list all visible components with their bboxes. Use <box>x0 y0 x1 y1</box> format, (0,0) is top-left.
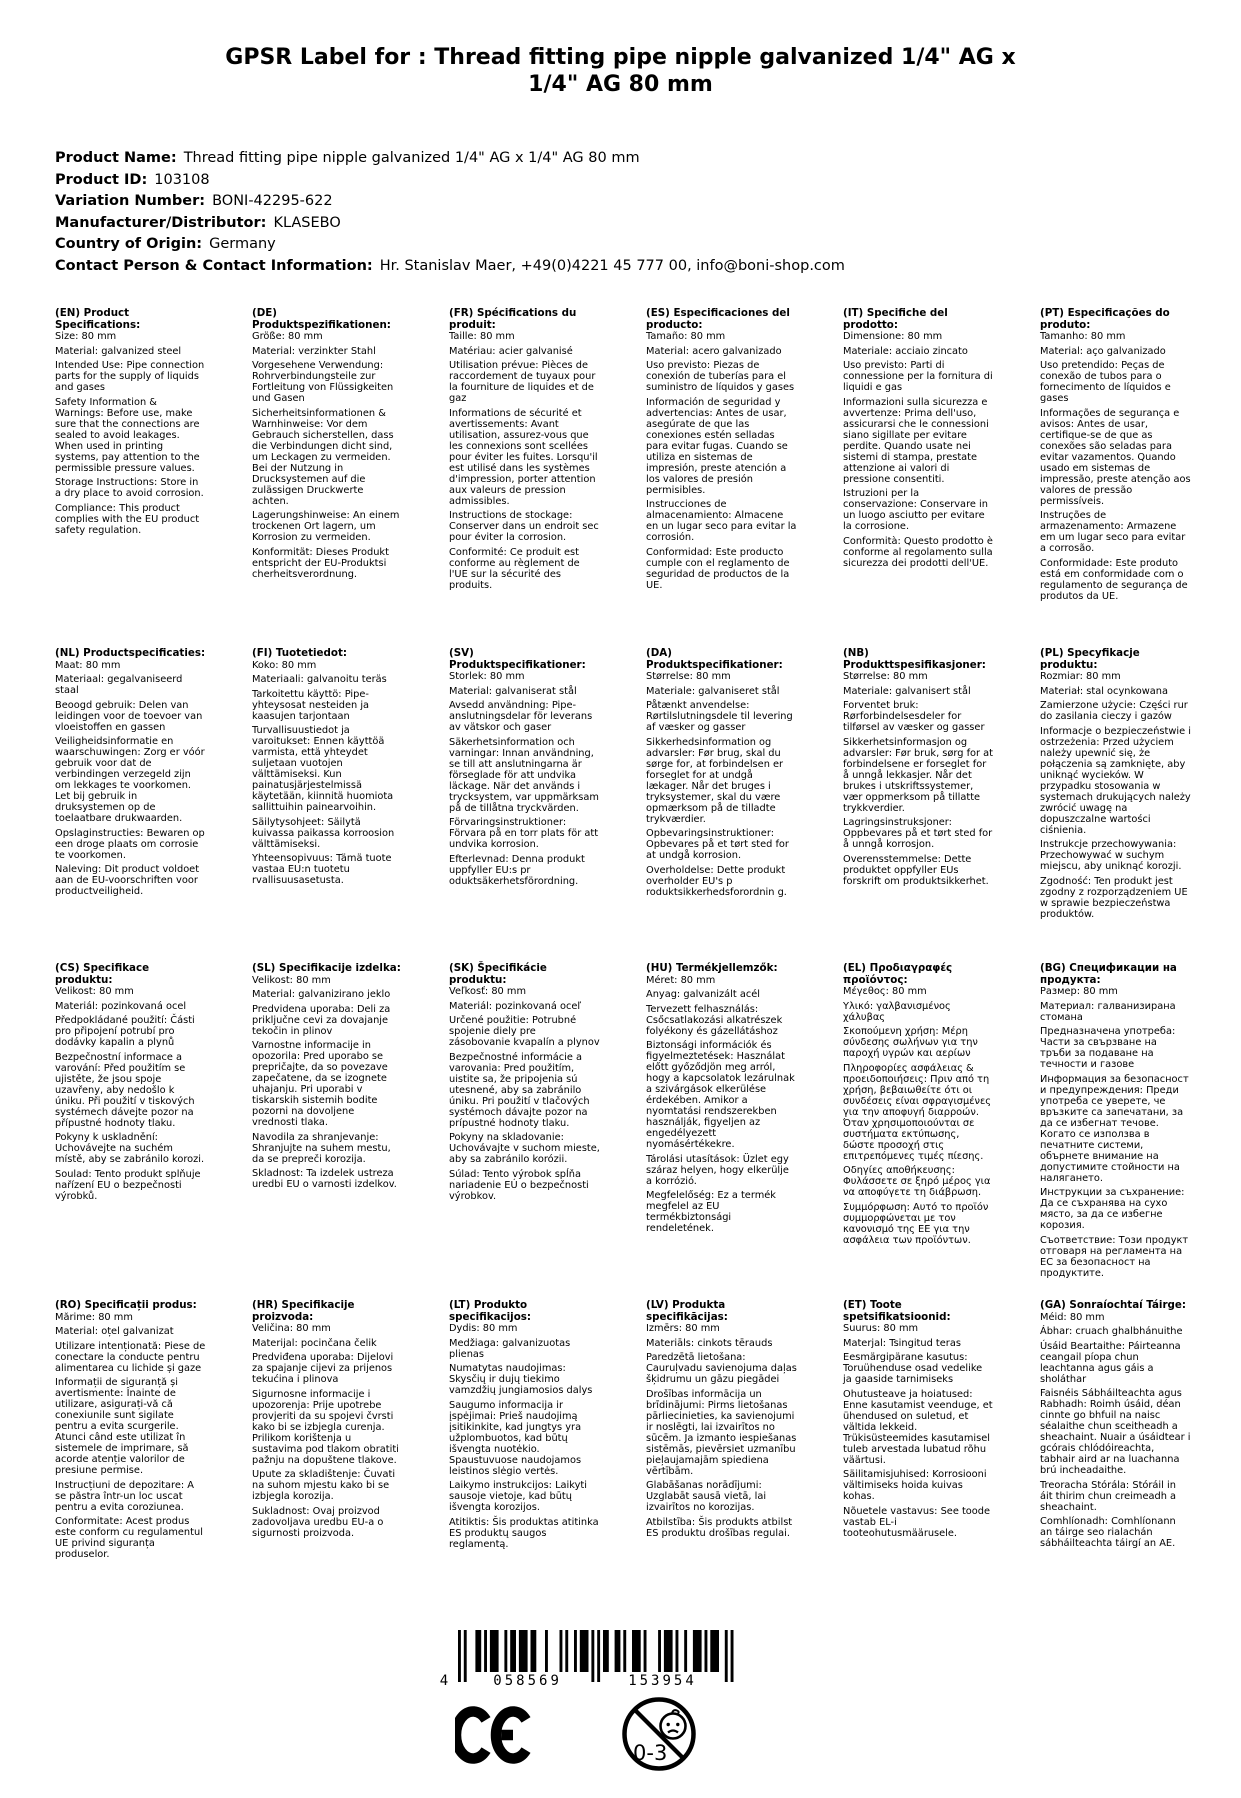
spec-block-header-ro: (RO) Specificații produs: <box>55 1299 197 1311</box>
baby-face-icon <box>661 1710 686 1738</box>
spec-paragraph: Información de seguridad y advertencias: Antes de usar, asegúrate de que las conexiones estén selladas para evitar fugas. Cuando se utiliza en sistemas de impresión, preste atención a los valores de presión permisibles. <box>646 396 788 496</box>
spec-paragraph: Veličina: 80 mm <box>252 1323 331 1334</box>
barcode-bar <box>519 1630 528 1672</box>
spec-paragraph: Paredzētā lietošana: Cauruļvadu savienojuma daļas šķidrumu un gāzu piegādei <box>646 1352 797 1385</box>
spec-paragraph: Atbilstība: Šis produkts atbilst ES produktu drošības regulai. <box>646 1516 793 1539</box>
spec-block-da <box>646 648 843 901</box>
spec-block-et <box>843 1300 1040 1542</box>
spec-block-header-de: (DE) Produktspezifikationen: <box>252 307 391 331</box>
spec-paragraph: Bezpečnostné informácie a varovania: Pred použitím, uistite sa, že pripojenia sú utesnené, aby sa zabránilo úniku. Pri použití v tlačových systémoch dávajte pozor na prípustné hodnoty tlaku. <box>449 1051 590 1129</box>
spec-paragraph: Materijal: pocinčana čelik <box>252 1337 377 1349</box>
spec-paragraph: Инструкции за съхранение: Да се съхранява на сухо място, за да се избегне корозия. <box>1040 1187 1185 1231</box>
spec-paragraph: Materiāls: cinkots tērauds <box>646 1337 773 1349</box>
spec-block-ro <box>55 1300 252 1564</box>
spec-paragraph: Medžiaga: galvanizuotas plienas <box>449 1337 571 1360</box>
spec-block-header-cs: (CS) Specifikace produktu: <box>55 962 150 986</box>
barcode-bar <box>484 1630 487 1672</box>
spec-paragraph: Pokyny k uskladnění: Uchovávejte na suchém místě, aby se zabránilo korozi. <box>55 1132 205 1165</box>
spec-paragraph: Navodila za shranjevanje: Shranjujte na suhem mestu, da se prepreči korozija. <box>252 1131 391 1165</box>
spec-paragraph: Πληροφορίες ασφάλειας & προειδοποιήσεις: Πριν από τη χρήση, βεβαιωθείτε ότι οι συνδέσεις είναι σφραγισμένες για την αποφυγή διαρροών. Όταν χρησιμοποιούνται σε συστήματα εκτύπωσης, δώστε προσοχή στις επιτρεπόμενες τιμές πίεσης. <box>843 1062 992 1162</box>
spec-paragraph: Lagerungshinweise: An einem trockenen Ort lagern, um Korrosion zu vermeiden. <box>252 510 400 543</box>
spec-paragraph: Bezpečnostní informace a varování: Před použitím se ujistěte, že jsou spoje uzavřeny, aby nedošlo k úniku. Při použití v tiskových systémech dávejte pozor na přípustné hodnoty tlaku. <box>55 1051 195 1129</box>
spec-block-header-es: (ES) Especificaciones del producto: <box>646 307 790 331</box>
spec-paragraph: Overensstemmelse: Dette produktet oppfyller EUs forskrift om produktsikkerhet. <box>843 853 989 887</box>
spec-paragraph: Säilytysohjeet: Säilytä kuivassa paikassa korroosion välttämiseksi. <box>252 816 395 850</box>
product-info <box>55 148 1241 277</box>
spec-paragraph: Conformité: Ce produit est conforme au règlement de l'UE sur la sécurité des produits. <box>449 546 580 591</box>
spec-block-header-fr: (FR) Spécifications du produit: <box>449 307 577 331</box>
spec-paragraph: Glabāšanas norādījumi: Uzglabāt sausā vietā, lai izvairītos no korozijas. <box>646 1480 767 1513</box>
spec-block-nb <box>843 648 1040 890</box>
spec-block-header-hr: (HR) Specifikacije proizvoda: <box>252 1299 355 1323</box>
spec-block-header-it: (IT) Specifiche del prodotto: <box>843 307 948 331</box>
spec-paragraph: Uso previsto: Parti di connessione per la fornitura di liquidi e gas <box>843 360 993 393</box>
spec-paragraph: Biztonsági információk és figyelmeztetések: Használat előtt győződjön meg arról, hogy a kapcsolatok lezárulnak a szivárgások elkerülése érdekében. Amikor a nyomtatási rendszerekben használják, figyeljen az engedélyezett nyomásértékekre. <box>646 1040 795 1150</box>
spec-paragraph: Storage Instructions: Store in a dry place to avoid corrosion. <box>55 477 204 499</box>
barcode-bar <box>475 1630 481 1672</box>
spec-block-es <box>646 308 843 594</box>
spec-block-hr <box>252 1300 449 1542</box>
spec-paragraph: Informações de segurança e avisos: Antes de usar, certifique-se de que as conexões são seladas para evitar vazamentos. Quando usado em sistemas de impressão, preste atenção aos valores de pressão permissíveis. <box>1040 407 1191 507</box>
spec-grid-row-3 <box>55 963 1241 1300</box>
barcode-bar <box>591 1630 594 1682</box>
spec-paragraph: Instrucțiuni de depozitare: A se păstra într-un loc uscat pentru a evita coroziunea. <box>55 1479 194 1513</box>
product-name-row <box>55 148 1241 170</box>
variation-number-value: BONI-42295-622 <box>212 193 333 209</box>
spec-block-pl <box>1040 648 1237 923</box>
variation-number-row <box>55 191 1241 213</box>
spec-paragraph: Lagringsinstruksjoner: Oppbevares på et tørt sted for å unngå korrosjon. <box>843 817 993 850</box>
spec-paragraph: Tamanho: 80 mm <box>1040 331 1126 342</box>
spec-paragraph: Materiál: pozinkovaná oceľ <box>449 1000 582 1012</box>
barcode-bar <box>664 1630 673 1672</box>
barcode-bar <box>658 1630 661 1672</box>
spec-block-header-sv: (SV) Produktspecifikationer: <box>449 647 586 671</box>
spec-block-sl <box>252 963 449 1194</box>
spec-paragraph: Eesmärgipärane kasutus: Toruühenduse osad vedelike ja gaaside tarnimiseks <box>843 1352 983 1385</box>
spec-block-bg <box>1040 963 1237 1282</box>
spec-paragraph: Faisnéis Sábháilteachta agus Rabhadh: Roimh úsáid, déan cinnte go bhfuil na naisc séalaithe chun sceitheadh a sheachaint. Nuair a úsáidtear i gcórais chlódóireachta, tabhair aird ar na luachanna brú incheadaithe. <box>1040 1388 1191 1476</box>
spec-paragraph: Material: aço galvanizado <box>1040 345 1166 357</box>
product-name-label: Product Name: <box>55 150 177 166</box>
barcode-bar <box>531 1630 537 1672</box>
spec-paragraph: Størrelse: 80 mm <box>646 671 731 682</box>
spec-paragraph: Varnostne informacije in opozorila: Pred uporabo se prepričajte, da so povezave zapečatene, da se izognete uhajanju. Pri uporabi v tiskarskih sistemih bodite pozorni na dovoljene vrednosti tlaka. <box>252 1040 388 1128</box>
spec-block-sv <box>449 648 646 890</box>
spec-paragraph: Material: verzinkter Stahl <box>252 345 376 357</box>
barcode-bar <box>560 1630 563 1672</box>
spec-paragraph: Uso pretendido: Peças de conexão de tubos para o fornecimento de líquidos e gases <box>1040 360 1171 404</box>
spec-paragraph: Material: galvanizirano jeklo <box>252 989 391 1000</box>
spec-block-header-bg: (BG) Спецификации на продукта: <box>1040 962 1177 986</box>
spec-paragraph: Materjal: Tsingitud teras <box>843 1337 961 1349</box>
spec-paragraph: Safety Information & Warnings: Before use, make sure that the connections are sealed to avoid leakages. When used in printing systems, pay attention to the permissible pressure values. <box>55 396 200 474</box>
spec-paragraph: Sikkerhedsinformation og advarsler: Før brug, skal du sørge for, at forbindelsen er forseglet for at undgå lækager. Når det bruges i tryksystemer, skal du være opmærksom på de tilladte trykværdier. <box>646 736 784 825</box>
spec-block-header-lt: (LT) Produkto specifikacijos: <box>449 1299 532 1323</box>
spec-block-cs <box>55 963 252 1205</box>
barcode-bar <box>710 1630 719 1672</box>
spec-paragraph: Tervezett felhasználás: Csőcsatlakozási alkatrészek folyékony és gázellátáshoz <box>646 1003 783 1037</box>
barcode-bar <box>504 1630 507 1672</box>
spec-paragraph: Μέγεθος: 80 mm <box>843 986 927 997</box>
spec-paragraph: Vorgesehene Verwendung: Rohrverbindungsteile zur Fortleitung von Flüssigkeiten und Gasen <box>252 360 394 404</box>
spec-paragraph: Laikymo instrukcijos: Laikyti sausoje vietoje, kad būtų išvengta korozijos. <box>449 1480 587 1513</box>
spec-paragraph: Σκοπούμενη χρήση: Μέρη σύνδεσης σωλήνων για την παροχή υγρών και αερίων <box>843 1026 978 1059</box>
spec-block-header-lv: (LV) Produkta specifikācijas: <box>646 1299 728 1323</box>
spec-paragraph: Numatytas naudojimas: Skysčių ir dujų tiekimo vamzdžių jungiamosios dalys <box>449 1363 593 1396</box>
spec-paragraph: Overholdelse: Dette produkt overholder EU's p roduktsikkerhedsforordnin g. <box>646 864 787 898</box>
spec-paragraph: Materiale: galvaniseret stål <box>646 685 780 697</box>
spec-paragraph: Veiligheidsinformatie en waarschuwingen: Zorg er vóór gebruik voor dat de verbindingen verzegeld zijn om lekkages te voorkomen. Let bij gebruik in druksystemen op de toelaatbare drukwaarden. <box>55 736 205 824</box>
spec-paragraph: Sukladnost: Ovaj proizvod zadovoljava uredbu EU-a o sigurnosti proizvoda. <box>252 1505 384 1539</box>
contact-value: Hr. Stanislav Maer, +49(0)4221 45 777 00, info@boni-shop.com <box>379 257 845 274</box>
spec-paragraph: Größe: 80 mm <box>252 331 323 342</box>
spec-paragraph: Uso previsto: Piezas de conexión de tuberías para el suministro de líquidos y gases <box>646 360 795 393</box>
barcode-bar <box>615 1630 621 1672</box>
barcode-bar <box>458 1630 461 1682</box>
spec-paragraph: Material: galvanized steel <box>55 345 182 357</box>
ce-letter-c <box>456 1712 486 1759</box>
spec-paragraph: Материал: галванизирана стомана <box>1040 1000 1176 1023</box>
spec-paragraph: Opslaginstructies: Bewaren op een droge plaats om corrosie te voorkomen. <box>55 827 205 861</box>
spec-block-en <box>55 308 252 539</box>
barcode-left-digit: 4 <box>439 1673 449 1689</box>
barcode-bar <box>565 1630 568 1672</box>
spec-block-header-pt: (PT) Especificações do produto: <box>1040 307 1170 331</box>
barcode-bar <box>597 1630 600 1682</box>
country-of-origin-value: Germany <box>209 236 276 252</box>
spec-block-header-hu: (HU) Termékjellemzők: <box>646 962 778 974</box>
spec-paragraph: Tamaño: 80 mm <box>646 331 726 342</box>
spec-paragraph: Atitiktis: Šis produktas atitinka ES produktų saugos reglamentą. <box>449 1516 599 1550</box>
age-warning-0-3-icon <box>621 1696 697 1772</box>
spec-grid-row-4 <box>55 1300 1241 1564</box>
spec-paragraph: Размер: 80 mm <box>1040 986 1118 997</box>
spec-paragraph: Materiaal: gegalvaniseerd staal <box>55 674 183 696</box>
spec-paragraph: Υλικό: γαλβανισμένος χάλυβας <box>843 1000 951 1023</box>
barcode-bar <box>545 1630 548 1672</box>
spec-paragraph: Informazioni sulla sicurezza e avvertenze: Prima dell'uso, assicurarsi che le connessioni siano sigillate per evitare perdite. Quando usate nei sistemi di stampa, prestate attenzione ai valori di pressione consentiti. <box>843 396 989 485</box>
spec-block-header-fi: (FI) Tuotetiedot: <box>252 647 347 659</box>
spec-paragraph: Dydis: 80 mm <box>449 1323 518 1334</box>
spec-paragraph: Instructions de stockage: Conserver dans un endroit sec pour éviter la corrosion. <box>449 510 599 543</box>
spec-paragraph: Suurus: 80 mm <box>843 1323 919 1334</box>
spec-paragraph: Velikost: 80 mm <box>252 974 331 986</box>
barcode-bar <box>693 1630 702 1672</box>
spec-paragraph: Informații de siguranță și avertismente: Înainte de utilizare, asigurați-vă că conexiunile sunt sigilate pentru a evita scurgerile. Atunci când este utilizat în sistemele de imprimare, să acorde atenție valorilor de presiune permise. <box>55 1377 189 1476</box>
spec-grid-row-1 <box>55 308 1241 648</box>
spec-paragraph: Drošības informācija un brīdinājumi: Pirms lietošanas pārliecinieties, ka savienojumi ir noslēgti, lai izvairītos no sūcēm. Ja izmanto iespiešanas sistēmās, pievērsiet uzmanību pieļaujamajām spiediena vērtībām. <box>646 1388 797 1477</box>
spec-paragraph: Sicherheitsinformationen & Warnhinweise: Vor dem Gebrauch sicherstellen, dass die Verbindungen dicht sind, um Leckagen zu vermeiden. Bei der Nutzung in Drucksystemen auf die zulässigen Druckwerte achten. <box>252 407 394 507</box>
spec-paragraph: Tarkoitettu käyttö: Pipe-yhteysosat nesteiden ja kaasujen tarjontaan <box>252 688 370 722</box>
page-title-line1: GPSR Label for : Thread fitting pipe nipple galvanized 1/4" AG x <box>225 45 1016 70</box>
barcode-bar <box>603 1630 609 1672</box>
ce-letter-e-bar <box>501 1730 513 1741</box>
spec-paragraph: Utilizare intenționată: Piese de conectare la conducte pentru alimentarea cu lichide și gaze <box>55 1340 206 1374</box>
spec-block-header-sk: (SK) Špecifikácie produktu: <box>449 962 547 986</box>
ce-mark-icon <box>455 1706 540 1764</box>
spec-paragraph: Conformità: Questo prodotto è conforme al regolamento sulla sicurezza dei prodotti dell'UE. <box>843 535 993 569</box>
spec-paragraph: Storlek: 80 mm <box>449 671 525 682</box>
spec-paragraph: Předpokládané použití: Části pro připojení potrubí pro dodávky kapalin a plynů <box>55 1015 195 1048</box>
ean13-barcode <box>436 1628 746 1690</box>
product-id-row <box>55 170 1241 192</box>
barcode-bar <box>644 1630 647 1672</box>
spec-block-header-en: (EN) Product Specifications: <box>55 307 141 331</box>
spec-paragraph: Förvaringsinstruktioner: Förvara på en torr plats för att undvika korrosion. <box>449 817 599 850</box>
spec-paragraph: Megfelelőség: Ez a termék megfelel az EU termékbiztonsági rendeletének. <box>646 1190 776 1234</box>
spec-paragraph: Zgodność: Ten produkt jest zgodny z rozporządzeniem UE w sprawie bezpieczeństwa produktów. <box>1040 875 1188 920</box>
spec-paragraph: Säilitamisjuhised: Korrosiooni vältimiseks hoida kuivas kohas. <box>843 1469 987 1502</box>
spec-paragraph: Dimensione: 80 mm <box>843 331 943 342</box>
spec-paragraph: Συμμόρφωση: Αυτό το προϊόν συμμορφώνεται με τον κανονισμό της ΕΕ για την ασφάλεια των προϊόντων. <box>843 1201 989 1246</box>
spec-block-el <box>843 963 1040 1249</box>
spec-paragraph: Materiale: acciaio zincato <box>843 345 968 357</box>
spec-block-header-sl: (SL) Specifikacije izdelka: <box>252 962 401 974</box>
spec-block-lv <box>646 1300 843 1542</box>
spec-paragraph: Veľkosť: 80 mm <box>449 986 526 997</box>
barcode-group1: 058569 <box>493 1673 562 1689</box>
spec-paragraph: Materiál: pozinkovaná ocel <box>55 1000 187 1012</box>
spec-block-header-ga: (GA) Sonraíochtaí Táirge: <box>1040 1299 1187 1311</box>
contact-row <box>55 256 1241 278</box>
gpsr-label-document <box>0 44 1241 1798</box>
spec-paragraph: Sikkerhetsinformasjon og advarsler: Før bruk, sørg for at forbindelsene er forseglet for å unngå lekkasjer. Når det brukes i utskriftssystemer, vær oppmerksom på tillatte trykkverdier. <box>843 736 994 814</box>
spec-block-ga <box>1040 1300 1237 1553</box>
product-id-label: Product ID: <box>55 171 148 188</box>
barcode-bar <box>490 1630 499 1672</box>
spec-paragraph: Velikost: 80 mm <box>55 986 134 997</box>
manufacturer-value: KLASEBO <box>273 214 341 231</box>
barcode-bar <box>731 1630 734 1682</box>
spec-paragraph: Comhlíonadh: Comhlíonann an táirge seo rialachán sábháilteachta táirgí an AE. <box>1040 1516 1176 1549</box>
spec-paragraph: Turvallisuustiedot ja varoitukset: Ennen käyttöä varmista, että yhteydet suljetaan vuotojen välttämiseksi. Kun painatusjärjestelmissä käytetään, kiinnitä huomiota sallittuihin painearvoihin. <box>252 725 394 813</box>
barcode-bar <box>705 1630 708 1672</box>
product-name-value: Thread fitting pipe nipple galvanized 1/4" AG x 1/4" AG 80 mm <box>183 150 640 166</box>
spec-paragraph: Anyag: galvanizált acél <box>646 989 760 1000</box>
spec-paragraph: Conformitate: Acest produs este conform cu regulamentul UE privind siguranța produselor. <box>55 1516 203 1560</box>
spec-paragraph: Istruzioni per la conservazione: Conservare in un luogo asciutto per evitare la corrosione. <box>843 488 988 532</box>
spec-paragraph: Súlad: Tento výrobok spĺňa nariadenie EÚ o bezpečnosti výrobkov. <box>449 1168 589 1202</box>
spec-paragraph: Yhteensopivuus: Tämä tuote vastaa EU:n tuotetu rvallisuusasetusta. <box>252 853 392 886</box>
spec-block-sk <box>449 963 646 1205</box>
spec-paragraph: Instrucciones de almacenamiento: Almacene en un lugar seco para evitar la corrosión. <box>646 499 797 543</box>
spec-paragraph: Predviđena uporaba: Dijelovi za spajanje cijevi za prijenos tekućina i plinova <box>252 1352 394 1385</box>
spec-paragraph: Съответствие: Този продукт отговаря на регламента на ЕС за безопасност на продуктите. <box>1040 1234 1189 1279</box>
page-title <box>181 44 1061 98</box>
spec-paragraph: Opbevaringsinstruktioner: Opbevares på et tørt sted for at undgå korrosion. <box>646 828 789 861</box>
spec-paragraph: Koko: 80 mm <box>252 659 317 671</box>
spec-paragraph: Ohutusteave ja hoiatused: Enne kasutamist veenduge, et ühendused on suletud, et vältida lekkeid. Trükisüsteemides kasutamisel tuleb arvestada lubatud rõhu väärtusi. <box>843 1388 993 1466</box>
country-of-origin-label: Country of Origin: <box>55 236 203 252</box>
spec-paragraph: Taille: 80 mm <box>449 331 515 342</box>
spec-paragraph: Conformidade: Este produto está em conformidade com o regulamento de segurança de produtos da UE. <box>1040 557 1188 602</box>
spec-paragraph: Naleving: Dit product voldoet aan de EU-voorschriften voor productveiligheid. <box>55 864 200 897</box>
manufacturer-label: Manufacturer/Distributor: <box>55 214 267 231</box>
manufacturer-row <box>55 213 1241 235</box>
spec-paragraph: Οδηγίες αποθήκευσης: Φυλάσσετε σε ξηρό μέρος για να αποφύγετε τη διάβρωση. <box>843 1165 991 1198</box>
spec-block-nl <box>55 648 252 901</box>
spec-paragraph: Úsáid Beartaithe: Páirteanna ceangail píopa chun leachtanna agus gáis a sholáthar <box>1040 1340 1181 1385</box>
spec-paragraph: Mărime: 80 mm <box>55 1311 133 1323</box>
spec-paragraph: Skladnost: Ta izdelek ustreza uredbi EU o varnosti izdelkov. <box>252 1168 397 1190</box>
spec-paragraph: Méid: 80 mm <box>1040 1311 1105 1323</box>
spec-paragraph: Säkerhetsinformation och varningar: Innan användning, se till att anslutningarna är förseglade för att undvika läckage. När det används i trycksystem, var uppmärksam på de tillåtna tryckvärden. <box>449 736 599 814</box>
spec-paragraph: Rozmiar: 80 mm <box>1040 671 1121 682</box>
spec-block-lt <box>449 1300 646 1553</box>
spec-paragraph: Izmērs: 80 mm <box>646 1323 720 1334</box>
country-of-origin-row <box>55 234 1241 256</box>
spec-block-header-da: (DA) Produktspecifikationer: <box>646 647 783 671</box>
spec-paragraph: Saugumo informacija ir įspėjimai: Prieš naudojimą įsitikinkite, kad jungtys yra užplombuotos, kad būtų išvengta nuotėkio. Spaustuvuose naudojamos leistinos slėgio vertės. <box>449 1399 582 1477</box>
contact-label: Contact Person & Contact Information: <box>55 257 373 274</box>
spec-paragraph: Forventet bruk: Rørforbindelsesdeler for tilførsel av væsker og gasser <box>843 700 985 733</box>
spec-block-pt <box>1040 308 1237 605</box>
spec-paragraph: Предназначена употреба: Части за свързване на тръби за подаване на течности и газове <box>1040 1026 1176 1070</box>
barcode-bar <box>510 1630 516 1672</box>
spec-paragraph: Sigurnosne informacije i upozorenja: Prije upotrebe provjeriti da su spojevi čvrsti kako bi se izbjegla curenja. Prilikom korištenja u sustavima pod tlakom obratiti pažnju na dopuštene tlakove. <box>252 1388 399 1466</box>
spec-block-it <box>843 308 1040 572</box>
spec-paragraph: Maat: 80 mm <box>55 659 121 671</box>
spec-paragraph: Påtænkt anvendelse: Rørtilslutningsdele til levering af væsker og gasser <box>646 700 793 733</box>
product-id-value: 103108 <box>154 171 210 188</box>
spec-paragraph: Avsedd användning: Pipe-anslutningsdelar för leverans av vätskor och gaser <box>449 700 593 733</box>
spec-paragraph: Méret: 80 mm <box>646 974 716 986</box>
spec-paragraph: Material: galvaniserat stål <box>449 685 577 697</box>
spec-block-header-pl: (PL) Specyfikacje produktu: <box>1040 647 1140 671</box>
spec-paragraph: Størrelse: 80 mm <box>843 671 928 682</box>
barcode-group2: 153954 <box>628 1673 697 1689</box>
spec-paragraph: Soulad: Tento produkt splňuje nařízení EU o bezpečnosti výrobků. <box>55 1168 201 1202</box>
spec-paragraph: Predvidena uporaba: Deli za priključne cevi za dovajanje tekočin in plinov <box>252 1003 391 1037</box>
spec-paragraph: Intended Use: Pipe connection parts for the supply of liquids and gases <box>55 360 205 393</box>
spec-paragraph: Efterlevnad: Denna produkt uppfyller EU:s pr oduktsäkerhetsförordning. <box>449 853 585 887</box>
spec-paragraph: Zamierzone użycie: Części rur do zasilania cieczy i gazów <box>1040 700 1188 722</box>
spec-paragraph: Beoogd gebruik: Delen van leidingen voor de toevoer van vloeistoffen en gassen <box>55 699 203 733</box>
spec-paragraph: Instruções de armazenamento: Armazene em um lugar seco para evitar a corrosão. <box>1040 510 1186 554</box>
spec-paragraph: Material: acero galvanizado <box>646 345 782 357</box>
spec-block-hu <box>646 963 843 1238</box>
spec-paragraph: Pokyny na skladovanie: Uchovávajte v suchom mieste, aby sa zabránilo korózii. <box>449 1132 600 1165</box>
barcode-bar <box>684 1630 687 1672</box>
spec-paragraph: Informacje o bezpieczeństwie i ostrzeżenia: Przed użyciem należy upewnić się, że połączenia są zamknięte, aby uniknąć wycieków. W przypadku stosowania w systemach drukujących należy zwrócić uwagę na dopuszczalne wartości ciśnienia. <box>1040 725 1191 836</box>
spec-paragraph: Matériau: acier galvanisé <box>449 345 573 357</box>
barcode-bar <box>464 1630 467 1682</box>
barcode-bar <box>580 1630 589 1672</box>
variation-number-label: Variation Number: <box>55 193 206 209</box>
age-range-text: 0-3 <box>633 1741 668 1765</box>
spec-paragraph: Konformität: Dieses Produkt entspricht der EU-Produktsi cherheitsverordnung. <box>252 546 389 580</box>
barcode-bar <box>574 1630 577 1672</box>
spec-paragraph: Compliance: This product complies with the EU product safety regulation. <box>55 502 200 536</box>
spec-paragraph: Informations de sécurité et avertissements: Avant utilisation, assurez-vous que les connexions sont scellées pour éviter les fuites. Lorsqu'il est utilisé dans les systèmes d'impression, porter attention aux valeurs de pression admissibles. <box>449 407 598 507</box>
barcode-bar <box>676 1630 679 1672</box>
spec-block-fi <box>252 648 449 890</box>
spec-paragraph: Size: 80 mm <box>55 331 117 342</box>
spec-paragraph: Určené použitie: Potrubné spojenie diely pre zásobovanie kvapalín a plynov <box>449 1015 600 1048</box>
barcode-bar <box>623 1630 626 1672</box>
spec-paragraph: Materiaali: galvanoitu teräs <box>252 674 387 685</box>
spec-block-header-nb: (NB) Produkttspesifikasjoner: <box>843 647 986 671</box>
spec-paragraph: Treoracha Stórála: Stóráil in áit thirim chun creimeadh a sheachaint. <box>1040 1479 1177 1513</box>
spec-block-header-et: (ET) Toote spetsifikatsioonid: <box>843 1299 951 1323</box>
barcode-bar <box>632 1630 641 1672</box>
spec-paragraph: Material: oțel galvanizat <box>55 1326 174 1337</box>
spec-block-fr <box>449 308 646 594</box>
spec-block-header-nl: (NL) Productspecificaties: <box>55 647 206 659</box>
spec-paragraph: Materiał: stal ocynkowana <box>1040 685 1168 697</box>
spec-paragraph: Информация за безопасност и предупреждения: Преди употреба се уверете, че връзките са запечатани, за да се избегнат течове. Когато се използва в печатните системи, обърнете внимание на допустимите стойности на налягането. <box>1040 1073 1189 1184</box>
spec-paragraph: Utilisation prévue: Pièces de raccordement de tuyaux pour la fourniture de liquides et de gaz <box>449 360 596 404</box>
spec-paragraph: Nõuetele vastavus: See toode vastab EL-i tooteohutusmäärusele. <box>843 1505 991 1539</box>
spec-paragraph: Conformidad: Este producto cumple con el reglamento de seguridad de productos de la UE. <box>646 546 790 591</box>
spec-paragraph: Instrukcje przechowywania: Przechowywać w suchym miejscu, aby uniknąć korozji. <box>1040 839 1182 872</box>
spec-paragraph: Upute za skladištenje: Čuvati na suhom mjestu kako bi se izbjegla korozija. <box>252 1469 396 1502</box>
barcode-bar <box>725 1630 728 1682</box>
page-title-line2: 1/4" AG 80 mm <box>528 72 713 97</box>
spec-block-de <box>252 308 449 583</box>
spec-paragraph: Ábhar: cruach ghalbhánuithe <box>1040 1326 1183 1337</box>
spec-paragraph: Tárolási utasítások: Üzlet egy száraz helyen, hogy elkerülje a korrózió. <box>646 1153 789 1187</box>
spec-block-header-el: (EL) Προδιαγραφές προϊόντος: <box>843 962 953 986</box>
spec-grid-row-2 <box>55 648 1241 963</box>
spec-paragraph: Materiale: galvanisert stål <box>843 685 971 697</box>
